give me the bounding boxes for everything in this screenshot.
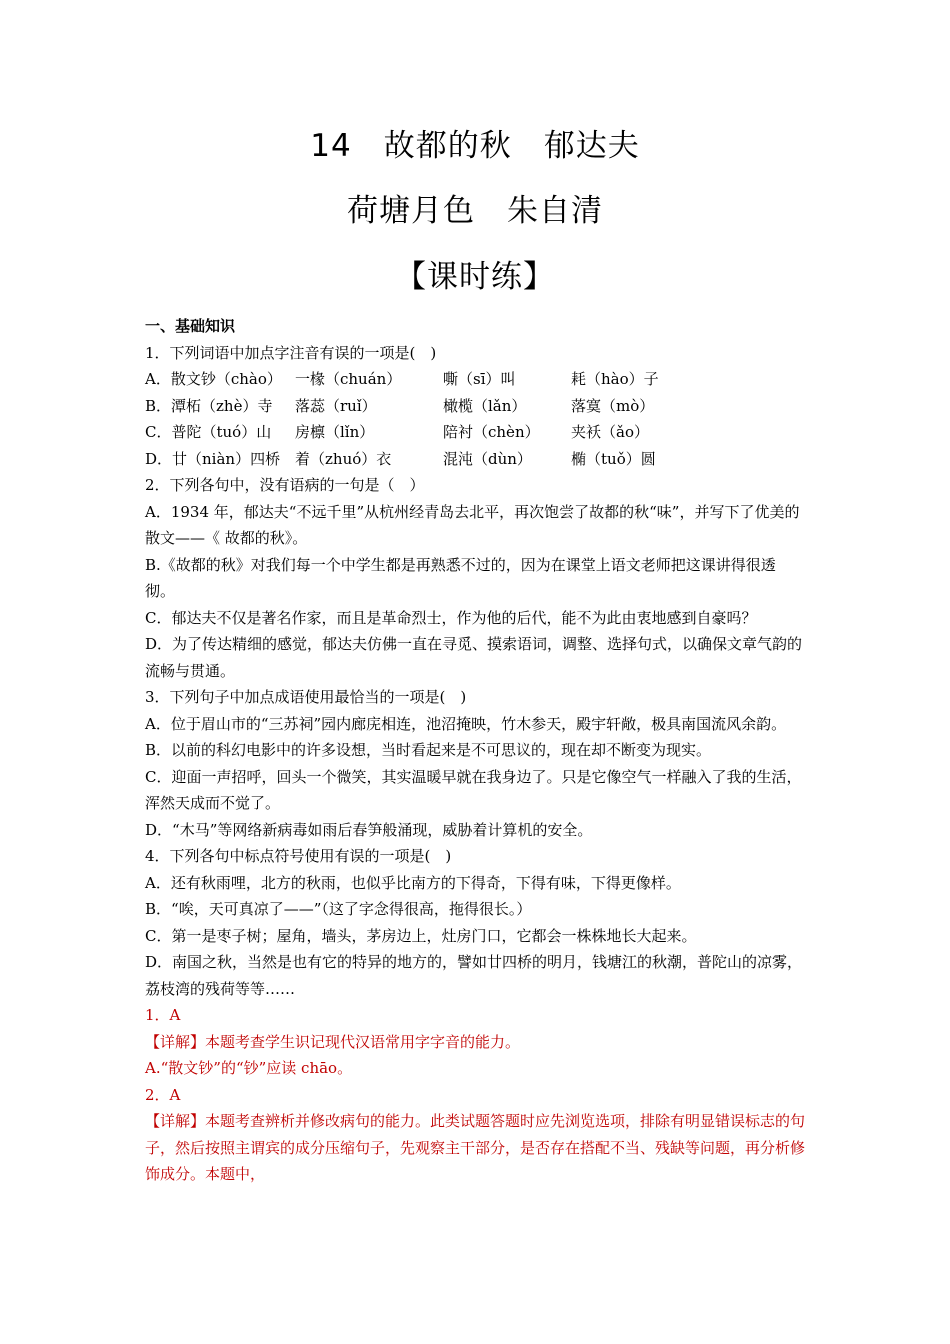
question-3-option-c: C．迎面一声招呼，回头一个微笑，其实温暖早就在我身边了。只是它像空气一样融入了我的生活，浑然天成而不觉了。 xyxy=(145,767,802,812)
answer-1-note: A.“散文钞”的“钞”应读 chāo。 xyxy=(145,1059,353,1077)
q1-b-item-1: B．潭柘（zhè）寺 xyxy=(145,396,273,415)
q1-a-item-2: 一椽（chuán） xyxy=(295,370,402,388)
question-1-row-d xyxy=(145,446,805,473)
question-1-stem: 1．下列词语中加点字注音有误的一项是( ) xyxy=(145,343,437,362)
q1-a-item-3: 嘶（sī）叫 xyxy=(443,370,516,388)
question-2-option-d: D．为了传达精细的感觉，郁达夫仿佛一直在寻觅、摸索语词，调整、选择句式，以确保文章气韵的流畅与贯通。 xyxy=(145,635,803,680)
title-line-3: 【课时练】 xyxy=(395,259,555,295)
question-2-option-c: C．郁达夫不仅是著名作家，而且是革命烈士，作为他的后代，能不为此由衷地感到自豪吗？ xyxy=(145,608,757,627)
question-1-row-a xyxy=(145,366,805,393)
answer-1: 1．A xyxy=(145,1006,181,1024)
q1-c-item-4: 夹袄（ǎo） xyxy=(571,423,649,441)
title-line-2: 荷塘月色 朱自清 xyxy=(347,193,603,229)
question-2-stem: 2．下列各句中，没有语病的一句是（ ） xyxy=(145,476,425,494)
question-2-option-b: B.《故都的秋》对我们每一个中学生都是再熟悉不过的，因为在课堂上语文老师把这课讲得很透彻。 xyxy=(145,555,776,600)
q1-b-item-3: 橄榄（lǎn） xyxy=(443,396,527,415)
question-4-option-d: D．南国之秋，当然是也有它的特异的地方的，譬如廿四桥的明月，钱塘江的秋潮，普陀山的凉雾，荔枝湾的残荷等等…… xyxy=(145,953,803,998)
document-body xyxy=(145,313,805,1188)
q1-c-item-2: 房檩（lǐn） xyxy=(295,423,375,441)
q1-b-item-2: 落蕊（ruǐ） xyxy=(295,396,377,415)
section-heading: 一、基础知识 xyxy=(145,317,236,335)
q1-c-item-1: C．普陀（tuó）山 xyxy=(145,423,272,441)
answer-2: 2．A xyxy=(145,1085,181,1104)
answer-1-detail: 【详解】本题考查学生识记现代汉语常用字字音的能力。 xyxy=(145,1032,521,1051)
q1-d-item-1: D．廿（niàn）四桥 xyxy=(145,449,281,468)
question-4-option-c: C．第一是枣子树；屋角，墙头，茅房边上，灶房门口，它都会一株株地长大起来。 xyxy=(145,926,697,945)
question-3-stem: 3．下列句子中加点成语使用最恰当的一项是( ) xyxy=(145,688,467,706)
title-line-1: 14 故都的秋 郁达夫 xyxy=(310,128,640,164)
q1-c-item-3: 陪衬（chèn） xyxy=(443,423,540,441)
q1-d-item-3: 混沌（dùn） xyxy=(443,449,532,468)
question-3-option-a: A．位于眉山市的“三苏祠”园内廊庑相连，池沼掩映，竹木参天，殿宇轩敞，极具南国流风余韵。 xyxy=(145,714,787,733)
question-4-option-b: B．“唉，天可真凉了——”（这了字念得很高，拖得很长。） xyxy=(145,900,532,918)
question-1-row-b xyxy=(145,393,805,420)
question-3-option-b: B．以前的科幻电影中的许多设想，当时看起来是不可思议的，现在却不断变为现实。 xyxy=(145,741,712,759)
question-2-option-a: A．1934 年，郁达夫“不远千里”从杭州经青岛去北平，再次饱尝了故都的秋“味”，并写下了优美的散文——《 故都的秋》。 xyxy=(145,502,800,547)
question-4-stem: 4．下列各句中标点符号使用有误的一项是( ) xyxy=(145,847,452,865)
question-4-option-a: A．还有秋雨哩，北方的秋雨，也似乎比南方的下得奇，下得有味，下得更像样。 xyxy=(145,873,681,892)
question-1-row-c xyxy=(145,419,805,446)
answer-2-detail: 【详解】本题考查辨析并修改病句的能力。此类试题答题时应先浏览选项，排除有明显错误标志的句子，然后按照主谓宾的成分压缩句子，先观察主干部分，是否存在搭配不当、残缺等问题，再分析修饰成分。本题中， xyxy=(145,1112,806,1183)
q1-a-item-4: 耗（hào）子 xyxy=(571,370,659,388)
q1-a-item-1: A．散文钞（chào） xyxy=(145,370,282,388)
q1-b-item-4: 落寞（mò） xyxy=(571,396,655,415)
question-3-option-d: D．“木马”等网络新病毒如雨后春笋般涌现，威胁着计算机的安全。 xyxy=(145,820,593,839)
q1-d-item-4: 椭（tuǒ）圆 xyxy=(571,449,656,468)
q1-d-item-2: 着（zhuó）衣 xyxy=(295,449,392,468)
